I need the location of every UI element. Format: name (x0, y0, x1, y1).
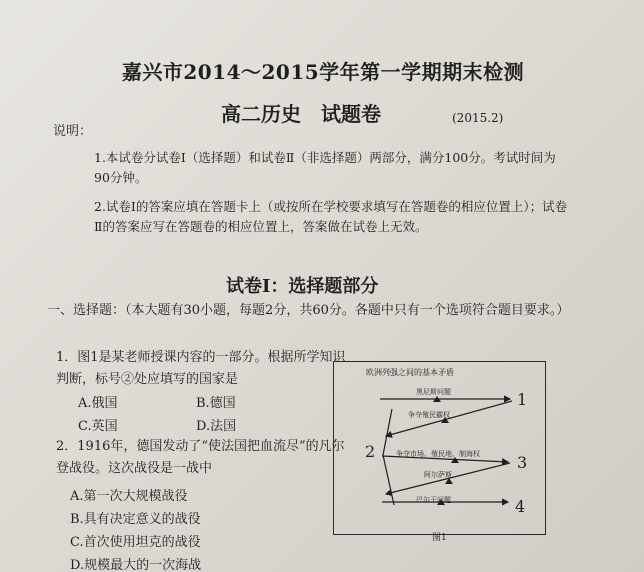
arrow-label-5: 巴尔干问题 (416, 496, 451, 504)
instruction-item-1: 1.本试卷分试卷Ⅰ（选择题）和试卷Ⅱ（非选择题）两部分，满分100分。考试时间为90分钟。 (94, 150, 556, 185)
diagram-label-2: 2 (365, 442, 376, 461)
arrow-label-1: 黑尼斯问题 (416, 388, 451, 396)
arrow-left-top (383, 409, 392, 455)
figure-caption: 图1 (432, 533, 447, 543)
question-1-option-a: A.俄国 (78, 396, 118, 411)
diagram-label-3: 3 (517, 453, 528, 472)
exam-title: 嘉兴市2014～2015学年第一学期期末检测 (121, 60, 525, 84)
diagram-label-1: 1 (517, 390, 528, 409)
figure-1-diagram (333, 361, 546, 535)
instruction-item-2: 2.试卷Ⅰ的答案应填在答题卡上（或按所在学校要求填写在答题卷的相应位置上）；试卷Ⅱ的答案应写在答题卷的相应位置上，答案做在试卷上无效。 (94, 199, 568, 234)
diagram-title: 欧洲列强之间的基本矛盾 (366, 368, 454, 377)
question-1-option-d: D.法国 (196, 419, 237, 434)
exam-subtitle: 高二历史 试题卷 (221, 102, 381, 126)
arrow-left-bottom (383, 455, 394, 505)
section-title: 试卷Ⅰ：选择题部分 (226, 276, 379, 297)
arrow-label-3: 争夺市场、殖民地、制海权 (396, 450, 480, 458)
question-2-option-c: C.首次使用坦克的战役 (70, 535, 201, 550)
arrow-label-2: 争夺殖民霸权 (408, 411, 450, 419)
part-title: 一、选择题：（本大题有30小题，每题2分，共60分。各题中只有一个选项符合题目要求。） (47, 303, 570, 318)
arrow-label-4: 阿尔萨斯 (424, 471, 452, 479)
question-1-option-b: B.德国 (196, 396, 236, 411)
question-2-stem: 2．1916年，德国发动了“使法国把血流尽”的凡尔登战役。这次战役是一战中 (56, 439, 345, 476)
instructions-label: 说明： (53, 124, 93, 139)
diagram-label-4: 4 (515, 497, 526, 516)
question-1-stem: 1．图1是某老师授课内容的一部分。根据所学知识判断，标号②处应填写的国家是 (56, 350, 346, 387)
question-1-option-c: C.英国 (78, 419, 118, 434)
question-2-option-a: A.第一次大规模战役 (70, 489, 188, 504)
question-2-option-b: B.具有决定意义的战役 (70, 512, 201, 527)
question-2-option-d: D.规模最大的一次海战 (70, 558, 202, 572)
exam-date: (2015.2) (452, 111, 504, 125)
